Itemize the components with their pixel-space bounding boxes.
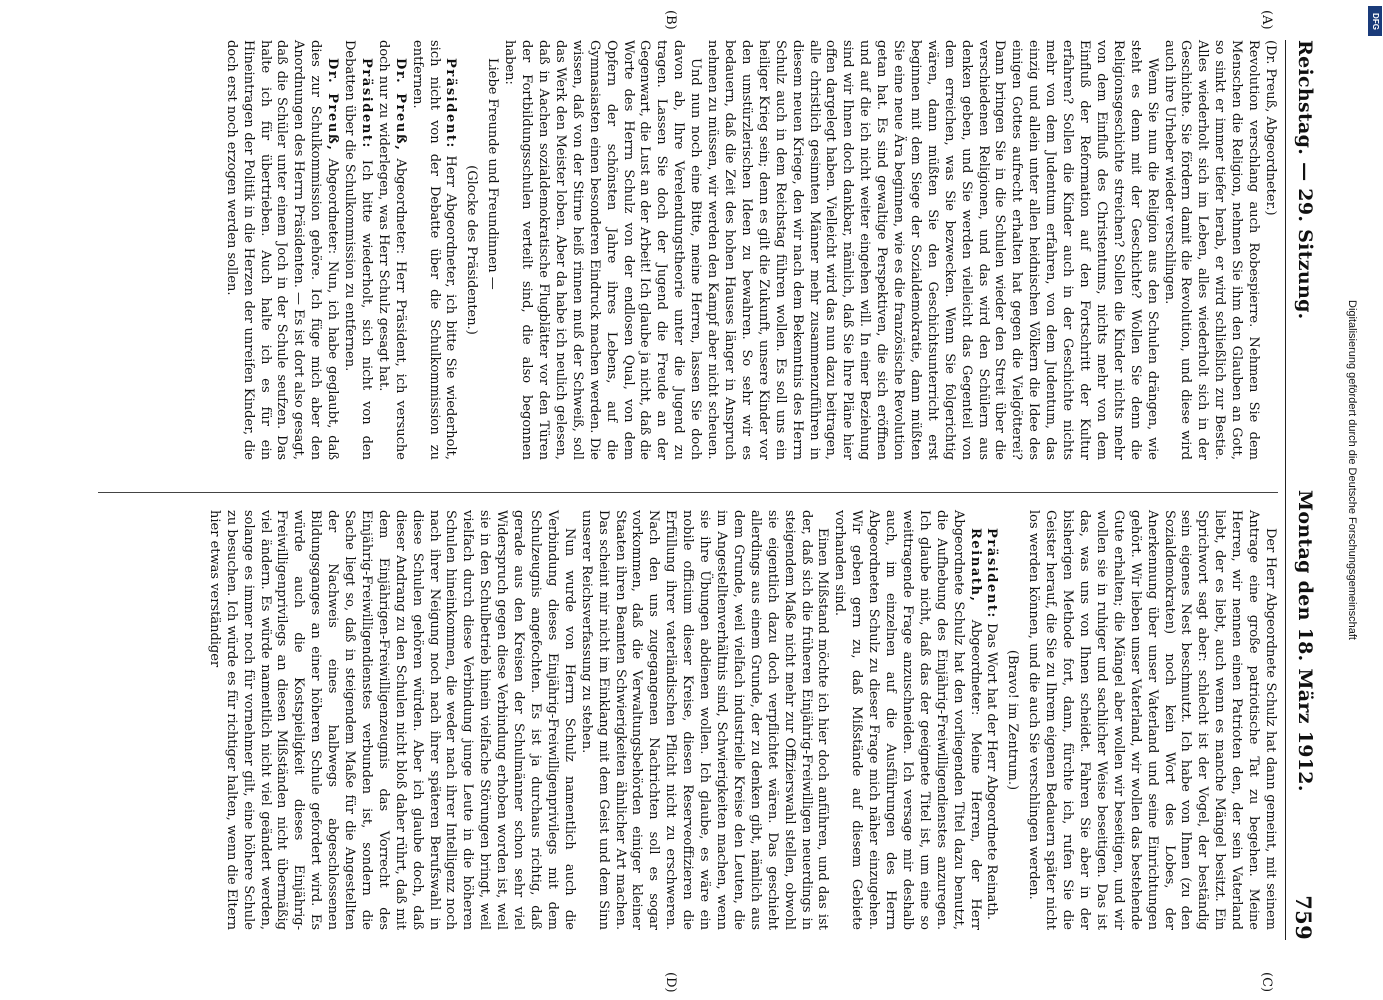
page-header [1288, 40, 1318, 940]
paragraph [983, 510, 1000, 930]
paragraph-text: Einen Mißstand möchte ich hier doch anführen, und das ist der, daß sich die früheren Einjährig-Freiwilligen neuerdings in steigendem Maße nicht mehr zur Offizierswahl stellen, obwohl sie eigentlich dazu doch verpflichtet wären. Das geschieht allerdings aus einem Grunde, der zu denken gibt, nämlich aus dem Grunde, weil vielfach industrielle Kreise den Leuten, die im Angestelltenverhältnis sind, Schwierigkeiten machen, wenn sie ihre Übungen abdienen wollen. Ich glaube, es wäre ein nobile officium dieser Kreise, diesen Reserveoffizieren die Erfüllung ihrer vaterländischen Pflicht nicht zu erschweren. Nach den uns zugegangenen Nachrichten soll es sogar vorkommen, daß die Verwaltungsbehörden einiger kleiner Staaten ihren Beamten Schwierigkeiten ähnlicher Art machen. Das scheint mir nicht im Einklang mit dem Geist und dem Sinn unserer Reichsverfassung zu stehen. [578, 510, 831, 930]
paragraph [483, 40, 500, 460]
paragraph-text: Herr Abgeordneter, ich bitte Sie wiederholt, sich nicht von der Debatte über die Schulkommission zu entfernen. [409, 40, 459, 460]
left-column [222, 40, 1278, 460]
paragraph-text: Und nun noch eine Bitte, meine Herren, lassen Sie doch davon ab, Ihre Verelendungstheorie unter die Jugend zu tragen. Lassen Sie doch der Jugend die Freude an der Gegenwart, die Lust an der Arbeit! Ich glaube ja nicht, daß die Worte des Herrn Schulz von der endlosen Qual, von dem Opfern der schönsten Jahre ihres Lebens, auf die Gymnasiasten einen besonderen Eindruck machen werden. Die wissen, daß von der Stirne heiß rinnen muß der Schweiß, soll das Werk den Meister loben. Aber da habe ich neulich gelesen, daß in Aachen sozialdemokratische Flugblätter vor den Türen der Fortbildungsschulen verteilt sind, die also begonnen haben: [502, 40, 704, 460]
speaker-name: Dr. Preuß, [325, 58, 341, 152]
paragraph-text: Abgeordneter: Meine Herren, der Herr Abgeordnete Schulz hat den vorliegenden Titel dazu benutzt, die Aufhebung des Einjährig-Freiwilligendienstes anzuregen. Ich glaube nicht, daß das der geeignete Titel ist, um eine so weittragende Frage anzuschneiden. Ich versage mir deshalb auch, im einzelnen auf die Ausführungen des Herrn Abgeordneten Schulz zu dieser Frage mich näher einzugehen. Wir geben gern zu, daß Mißstände auf diesem Gebiete vorhanden sind. [832, 510, 983, 930]
dfg-logo-text: DFG [1370, 12, 1380, 30]
speaker-name: Reinath, [967, 528, 983, 603]
paragraph-text: (Bravo! im Zentrum.) [1005, 649, 1021, 791]
speaker-name: Dr. Preuß, [392, 58, 408, 152]
paragraph-text: Der Herr Abgeordnete Schulz hat dann gemeint, mit seinem Antrage eine große patriotische Tat zu begehen. Meine Herren, wir nennen einen Patrioten den, der sein Vaterland liebt, der es liebt, auch wenn es manche Mängel besitzt. Ein Sprichwort sagt aber: schlecht ist der Vogel, der beständig sein eigenes Nest beschmutzt. Ich habe von Ihnen (zu den Sozialdemokraten) noch kein Wort des Lobes, der Anerkennung über unser Vaterland und seine Einrichtungen gehört. Wir lieben unser Vaterland, wir wollen das bestehende Gute erhalten; die Mängel aber wollen wir beseitigen, und wir wollen sie in ruhiger und sachlicher Weise beseitigen. Das ist das, was uns von Ihnen scheidet. Fahren Sie aber in der bisherigen Methode fort, dann, fürchte ich, rufen Sie die Geister herauf, die Sie zu Ihrem eigenen Bedauern später nicht los werden können, und die auch Sie verschlingen werden. [1026, 510, 1278, 930]
paragraph-text: (Glocke des Präsidenten.) [464, 165, 480, 335]
paragraph [222, 40, 340, 460]
paragraph [1024, 510, 1278, 930]
paragraph-text: (Dr. Preuß, Abgeordneter.) [1263, 40, 1278, 216]
paragraph-text: Das Wort hat der Herr Abgeordnete Reinath. [984, 623, 1000, 921]
digitization-footer: Digitalisierung gefördert durch die Deutsche Forschungsgemeinschaft [1346, 300, 1358, 640]
paragraph [830, 510, 982, 930]
speaker-name: Präsident: [443, 58, 459, 149]
header-date: Montag den 18. März 1912. [1294, 490, 1316, 792]
paragraph [1160, 40, 1261, 460]
paragraph-text: Ich bitte wiederholt, sich nicht von den Debatten über die Schulkommission zu entfernen. [342, 40, 374, 460]
paragraph [408, 40, 459, 460]
paragraph [340, 40, 374, 460]
paragraph [1261, 40, 1278, 460]
margin-marker-a: (A) [1259, 10, 1274, 30]
margin-marker-d: (D) [663, 972, 678, 993]
header-left: Reichstag. — 29. Sitzung. [1294, 40, 1316, 320]
margin-marker-b: (B) [663, 10, 678, 30]
speaker-name: Präsident: [984, 528, 1000, 619]
speaker-name: Präsident: [358, 58, 374, 149]
paragraph [463, 40, 480, 460]
paragraph-text: Wenn Sie nun die Religion aus den Schulen drängen, wie steht es denn mit der Geschichte? Wollen Sie denn die Religionsgeschichte streichen? Sollen die Kinder nichts mehr von dem Einfluß des Christentums, nichts mehr von dem Einfluß der Reformation auf den Fortschritt der Kultur erfahren? Sollen die Kinder auch in der Geschichte nichts mehr von dem Judentum erfahren, von dem Judentum, das einzig und allein unter allen heidnischen Völkern die Idee des einigen Gottes aufrecht erhalten hat gegen die Vielgötterei? Dann bringen Sie in die Schulen wieder den Streit über die verschiedenen Religionen, und das wird den Schülern aus denken geben, und Sie werden vielleicht das Gegenteil von dem erreichen, was Sie bezwecken. Wenn Sie folgerichtig wären, dann müßten Sie den Geschichtsunterricht erst beginnen mit dem Siege der Sozialdemokratie, dann müßten Sie eine neue Ära beginnen, wie es die französische Revolution getan hat. Es sind gewaltige Perspektiven, die sich eröffnen und auf die ich nicht weiter eingehen will. In einer Beziehung sind wir Ihnen doch dankbar, nämlich, daß Sie Ihre Pläne hier offen dargelegt haben. Vielleicht wird das nun dazu beitragen, alle christlich gesinnten Männer mehr zusammenzuführen in diesem neuen Kriege, den wir nach dem Bekenntnis des Herrn Schulz auch in dem Reichstag führen wollen. Es soll uns ein heiliger Krieg sein; denn es gilt die Zukunft, unsere Kinder vor den umstürzlerischen Ideen zu bewahren. So sehr wir es bedauern, daß die Zeit des hohen Hauses länger in Anspruch nehmen zu müssen, wir werden den Kampf aber nicht scheuen. [705, 40, 1160, 460]
header-rule [1285, 40, 1286, 940]
page-number: 759 [1291, 895, 1316, 940]
document-sheet [88, 10, 1318, 993]
paragraph-text: Abgeordneter: Herr Präsident, ich versuche doch nur zu widerlegen, was Herr Schulz gesagt hat. [375, 40, 408, 460]
paragraph [1004, 510, 1021, 930]
paragraph [577, 510, 831, 930]
column-divider [98, 492, 1278, 493]
dfg-logo [1368, 6, 1382, 36]
paragraph [374, 40, 408, 460]
paragraph [703, 40, 1159, 460]
paragraph [500, 40, 703, 460]
paragraph-text: Abgeordneter: Nun, ich habe geglaubt, daß dies zur Schulkommission gehöre. Ich füge mich aber den Anordnungen des Herrn Präsidenten. — Es ist dort also gesagt, daß die Schüler unter einem Joch in der Schule seufzen. Das halte ich für übertrieben. Auch halte ich es für ein Hineintragen der Politik in die Herzen der unreifen Kinder, die doch erst noch erzogen werden sollen. [223, 40, 341, 461]
margin-marker-c: (C) [1259, 972, 1274, 993]
paragraph [205, 510, 577, 930]
paragraph-text: Revolution verschlang auch Robespierre. Nehmen Sie dem Menschen die Religion, nehmen Sie ihm den Glauben an Gott, so sinkt er immer tiefer herab, er wird schließlich zur Bestie. Alles wiederholt sich im Leben, alles wiederholt sich in der Geschichte. Sie fördern damit die Revolution, und diese wird auch ihre Urheber wieder verschlingen. [1161, 40, 1262, 460]
right-column [205, 510, 1278, 930]
paragraph-text: Nun wurde von Herrn Schulz namentlich auch die Verbindung dieses Einjährig-Freiwilligenprivilegs mit dem Schulzeugnis angefochten. Es ist ja durchaus richtig, daß gerade aus den Kreisen der Schulmänner schon sehr viel Widerspruch gegen diese Verbindung erhoben worden ist, weil sie in den Schulbetrieb hinein vielfache Störungen bringt, weil vielfach durch diese Verbindung junge Leute in die höheren Schulen hineinkommen, die weder nach ihrer Intelligenz noch nach ihrer Neigung noch nach ihrer späteren Berufswahl in diese Schulen gehören würden. Aber ich glaube doch, daß dieser Andrang zu den Schulen nicht bloß daher rührt, daß mit dem Einjährigen-Freiwilligenzeugnis das Vorrecht des Einjährig-Freiwilligendienstes verbunden ist, sondern die Sache liegt so, daß in steigendem Maße für die Angestellten der Nachweis eines halbwegs abgeschlossenen Bildungsganges an einer höheren Schule gefordert wird. Es würde auch die Kostspieligkeit dieses Einjährig-Freiwilligenprivilegs an diesen Mißständen nicht übermäßig viel ändern. Es würde namentlich nicht viel geändert werden, solange es immer noch für vornehmer gilt, eine höhere Schule zu besuchen. Ich würde es für richtiger halten, wenn die Eltern hier etwas verständiger [206, 510, 577, 930]
paragraph-text: Liebe Freunde und Freundinnen — [485, 58, 501, 290]
